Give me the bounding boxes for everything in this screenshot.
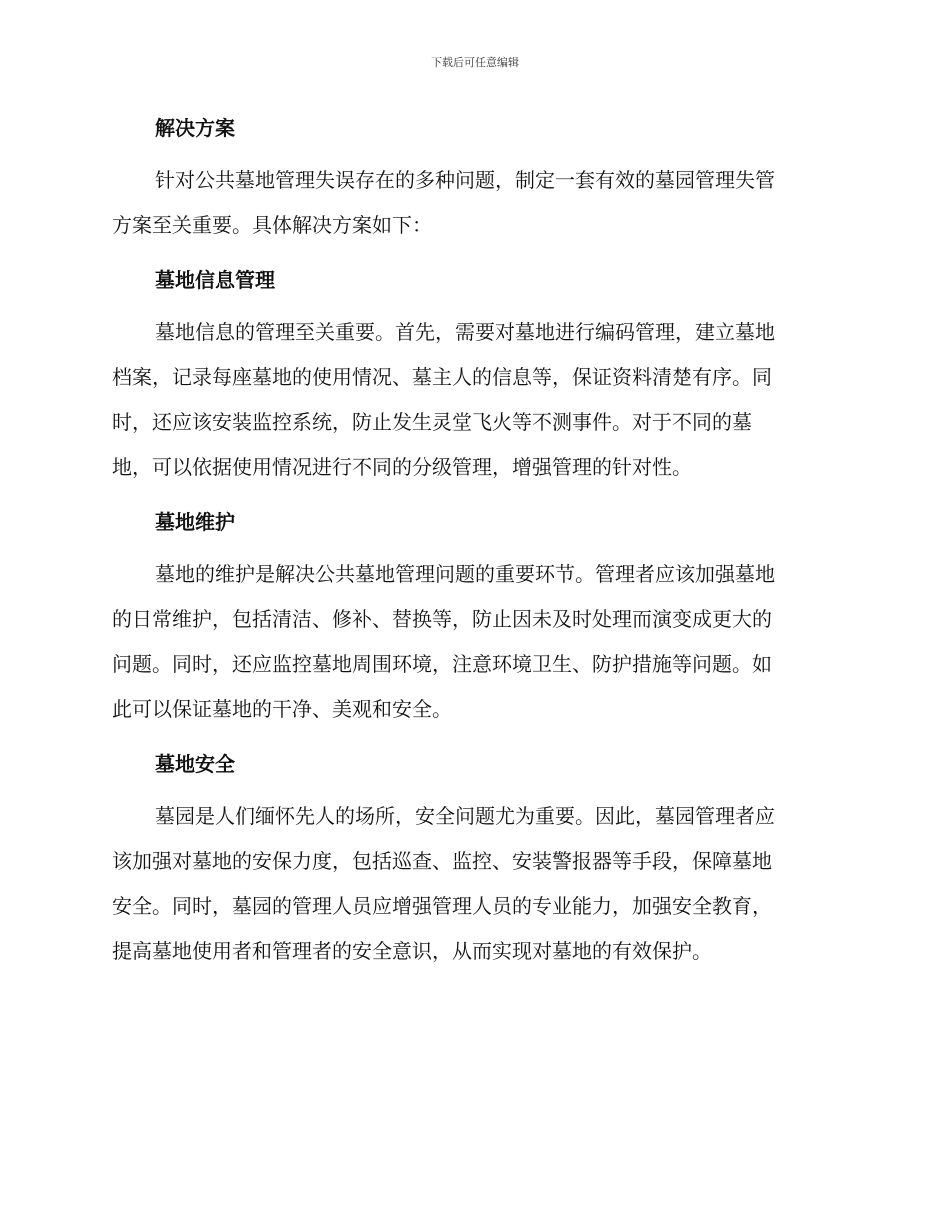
paragraph bbox=[112, 794, 834, 974]
text-line: 问题。同时，还应监控墓地周围环境，注意环境卫生、防护措施等问题。如 bbox=[112, 652, 772, 676]
text-line: 方案至关重要。具体解决方案如下： bbox=[112, 213, 432, 237]
text-line: 针对公共墓地管理失误存在的多种问题，制定一套有效的墓园管理失管 bbox=[155, 168, 775, 192]
text-line: 此可以保证墓地的干净、美观和安全。 bbox=[112, 697, 452, 721]
text-line: 墓地信息的管理至关重要。首先，需要对墓地进行编码管理，建立墓地 bbox=[155, 320, 775, 344]
section-solution bbox=[112, 108, 834, 248]
paragraph bbox=[112, 310, 834, 490]
text-line: 的日常维护，包括清洁、修补、替换等，防止因未及时处理而演变成更大的 bbox=[112, 607, 772, 631]
text-line: 时，还应该安装监控系统，防止发生灵堂飞火等不测事件。对于不同的墓 bbox=[112, 410, 752, 434]
section-info-management bbox=[112, 260, 834, 490]
text-line: 提高墓地使用者和管理者的安全意识，从而实现对墓地的有效保护。 bbox=[112, 939, 712, 963]
section-safety bbox=[112, 744, 834, 974]
section-heading: 解决方案 bbox=[155, 116, 235, 140]
section-heading: 墓地维护 bbox=[155, 510, 235, 534]
paragraph bbox=[112, 552, 834, 732]
section-heading: 墓地信息管理 bbox=[155, 268, 275, 292]
section-maintenance bbox=[112, 502, 834, 732]
text-line: 档案，记录每座墓地的使用情况、墓主人的信息等，保证资料清楚有序。同 bbox=[112, 365, 772, 389]
text-line: 墓园是人们缅怀先人的场所，安全问题尤为重要。因此，墓园管理者应 bbox=[155, 804, 775, 828]
text-line: 墓地的维护是解决公共墓地管理问题的重要环节。管理者应该加强墓地 bbox=[155, 562, 775, 586]
paragraph bbox=[112, 158, 834, 248]
text-line: 安全。同时，墓园的管理人员应增强管理人员的专业能力，加强安全教育， bbox=[112, 894, 772, 918]
text-line: 该加强对墓地的安保力度，包括巡查、监控、安装警报器等手段，保障墓地 bbox=[112, 849, 772, 873]
page-header: 下载后可任意编辑 bbox=[431, 56, 519, 69]
document-body bbox=[112, 108, 834, 986]
text-line: 地，可以依据使用情况进行不同的分级管理，增强管理的针对性。 bbox=[112, 455, 692, 479]
section-heading: 墓地安全 bbox=[155, 752, 235, 776]
